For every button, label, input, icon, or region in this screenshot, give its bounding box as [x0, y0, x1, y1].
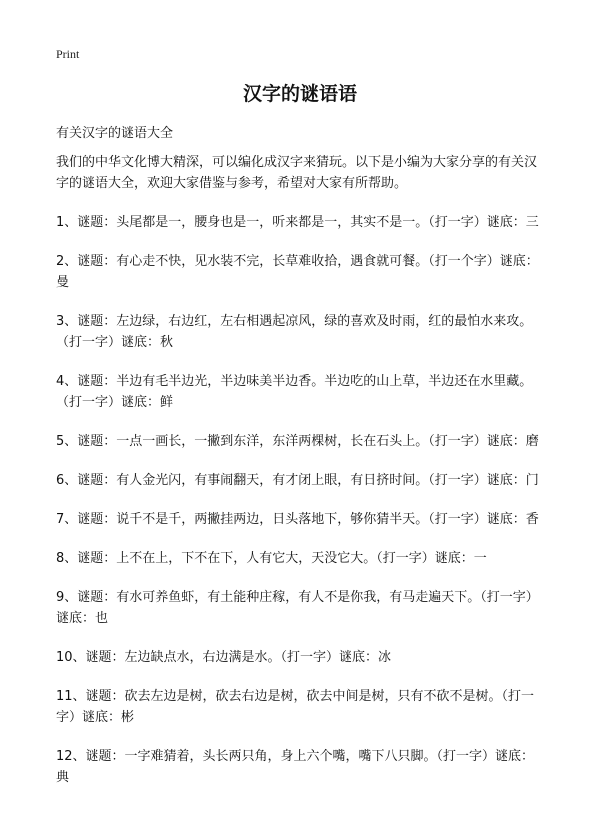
article-subtitle: 有关汉字的谜语大全: [56, 126, 174, 141]
print-link[interactable]: Print: [56, 47, 80, 61]
page-title: 汉字的谜语语: [242, 83, 357, 105]
riddle-item: 8、谜题：上不在上，下不在下，人有它大，天没它大。（打一字）谜底：一: [56, 551, 487, 566]
riddle-item: 10、谜题：左边缺点水，右边满是水。（打一字）谜底：冰: [56, 650, 392, 665]
riddle-item: 5、谜题：一点一画长，一撇到东洋，东洋两棵树，长在石头上。（打一字）谜底：磨: [56, 434, 539, 449]
riddle-item: 1、谜题：头尾都是一，腰身也是一，听来都是一，其实不是一。（打一字）谜底：三: [56, 215, 539, 230]
riddle-item: 7、谜题：说千不是千，两撇挂两边，日头落地下，够你猜半天。（打一字）谜底：香: [56, 512, 539, 527]
riddle-item: 9、谜题：有水可养鱼虾，有土能种庄稼，有人不是你我，有马走遍天下。（打一字）谜底：也: [56, 590, 539, 626]
riddle-item: 6、谜题：有人金光闪，有事闹翻天，有才闭上眼，有日挤时间。（打一字）谜底：门: [56, 473, 539, 488]
riddle-item: 3、谜题：左边绿，右边红，左右相遇起凉风，绿的喜欢及时雨，红的最怕水来攻。（打一字）谜底：秋: [56, 314, 533, 350]
riddle-item: 4、谜题：半边有毛半边光，半边味美半边香。半边吃的山上草，半边还在水里藏。（打一字）谜底：鲜: [56, 374, 533, 410]
riddle-item: 11、谜题：砍去左边是树，砍去右边是树，砍去中间是树，只有不砍不是树。（打一字）谜底：彬: [56, 689, 535, 725]
riddle-item: 2、谜题：有心走不快，见水装不完，长草难收拾，遇食就可餐。（打一个字）谜底：曼: [56, 254, 539, 290]
riddle-item: 12、谜题：一字难猜着，头长两只角，身上六个嘴，嘴下八只脚。（打一字）谜底：典: [56, 749, 535, 785]
intro-paragraph: 我们的中华文化博大精深，可以编化成汉字来猜玩。以下是小编为大家分享的有关汉字的谜语大全，欢迎大家借鉴与参考，希望对大家有所帮助。: [56, 155, 538, 191]
article-body: [56, 152, 546, 806]
